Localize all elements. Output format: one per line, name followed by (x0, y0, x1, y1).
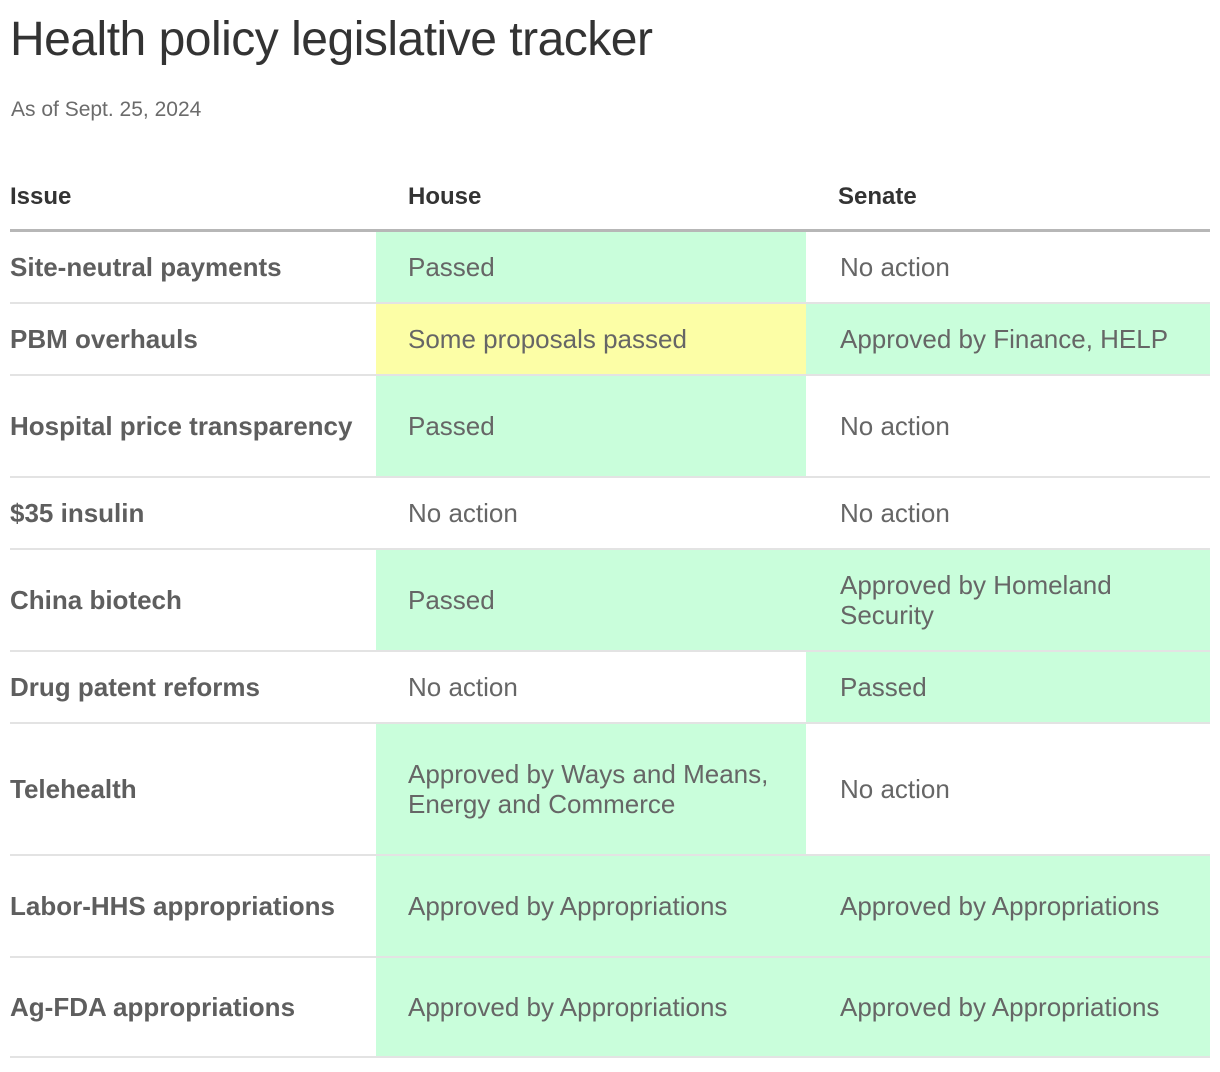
house-status-cell: Some proposals passed (376, 304, 806, 374)
page-subtitle: As of Sept. 25, 2024 (11, 98, 202, 121)
table-row (10, 232, 1210, 304)
house-status-cell: Passed (376, 550, 806, 650)
table-row (10, 478, 1210, 550)
house-status-cell: No action (376, 478, 806, 548)
senate-status-cell: No action (806, 724, 1210, 854)
issue-cell: Hospital price transparency (10, 411, 353, 441)
issue-cell: PBM overhauls (10, 324, 198, 354)
issue-cell: Labor-HHS appropriations (10, 891, 336, 921)
senate-status-cell: Approved by Appropriations (806, 958, 1210, 1056)
house-status-cell: Passed (376, 232, 806, 302)
table-row (10, 856, 1210, 958)
senate-status-cell: Approved by Homeland Security (806, 550, 1210, 650)
issue-cell: Drug patent reforms (10, 672, 260, 702)
issue-cell: Telehealth (10, 774, 137, 804)
issue-cell: China biotech (10, 585, 182, 615)
house-status-cell: Approved by Appropriations (376, 856, 806, 956)
house-status-cell: Approved by Appropriations (376, 958, 806, 1056)
senate-status-cell: No action (806, 376, 1210, 476)
house-status-cell: Passed (376, 376, 806, 476)
table-row (10, 550, 1210, 652)
page-title: Health policy legislative tracker (10, 13, 653, 66)
house-status-cell: Approved by Ways and Means, Energy and Commerce (376, 724, 806, 854)
senate-status-cell: No action (806, 232, 1210, 302)
senate-status-cell: Passed (806, 652, 1210, 722)
issue-cell: Ag-FDA appropriations (10, 992, 296, 1022)
tracker-table (10, 160, 1210, 1058)
column-header-house: House (408, 182, 482, 210)
issue-cell: Site-neutral payments (10, 252, 282, 282)
house-status-cell: No action (376, 652, 806, 722)
table-row (10, 304, 1210, 376)
issue-cell: $35 insulin (10, 498, 145, 528)
column-header-issue: Issue (10, 182, 72, 210)
table-row (10, 376, 1210, 478)
table-row (10, 652, 1210, 724)
senate-status-cell: Approved by Appropriations (806, 856, 1210, 956)
table-row (10, 724, 1210, 856)
table-row (10, 958, 1210, 1058)
column-header-senate: Senate (838, 182, 917, 210)
senate-status-cell: No action (806, 478, 1210, 548)
table-header (10, 160, 1210, 232)
senate-status-cell: Approved by Finance, HELP (806, 304, 1210, 374)
